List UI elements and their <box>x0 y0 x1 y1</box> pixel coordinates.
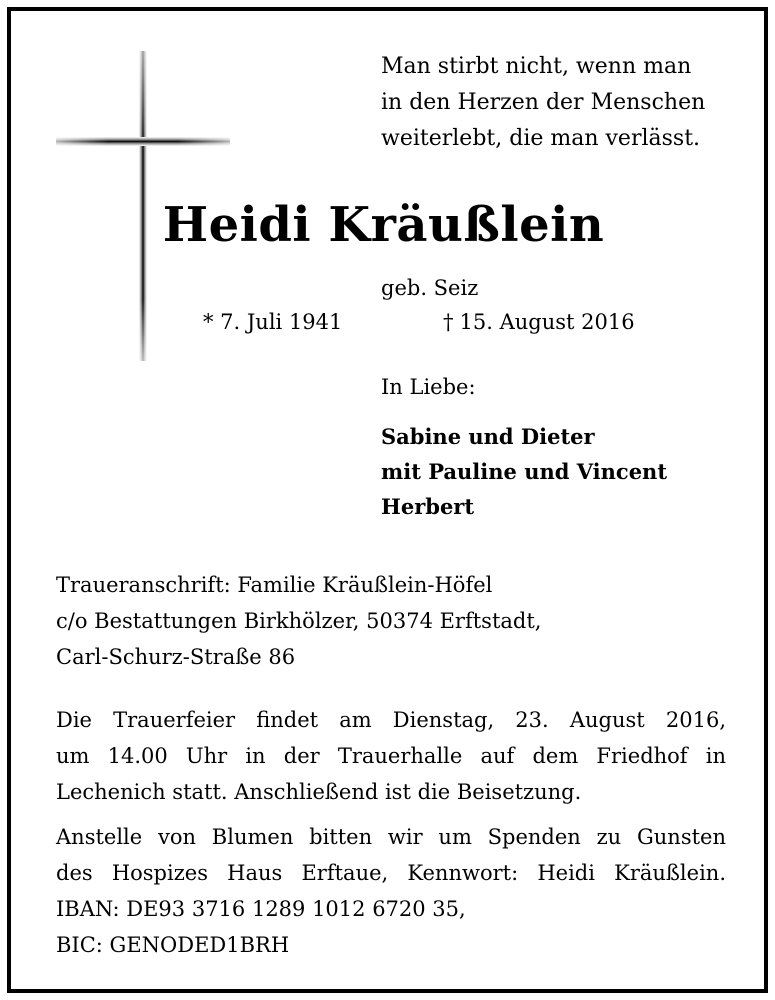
donation-line: Anstelle von Blumen bitten wir um Spenden zu Gunsten <box>56 825 726 849</box>
funeral-line: Die Trauerfeier findet am Dienstag, 23. August 2016, <box>56 708 726 732</box>
funeral-line: Lechenich statt. Anschließend ist die Beisetzung. <box>56 780 582 804</box>
quote-line: weiterlebt, die man verlässt. <box>381 126 701 151</box>
quote-line: Man stirbt nicht, wenn man <box>381 54 692 79</box>
donation-line: des Hospizes Haus Erftaue, Kennwort: Heidi Kräußlein. <box>56 861 726 885</box>
mourner-line: mit Pauline und Vincent <box>381 459 668 484</box>
donation-info <box>56 819 726 963</box>
deceased-name: Heidi Kräußlein <box>162 197 605 253</box>
dagger-icon: † <box>443 310 454 334</box>
iban-line: IBAN: DE93 3716 1289 1012 6720 35, <box>56 897 466 921</box>
address-line: Carl-Schurz-Straße 86 <box>56 645 296 669</box>
memorial-quote <box>381 49 751 157</box>
death-date <box>443 307 635 337</box>
funeral-info <box>56 702 726 810</box>
address-line: c/o Bestattungen Birkhölzer, 50374 Erftstadt, <box>56 609 542 633</box>
mourner-line: Sabine und Dieter <box>381 424 595 449</box>
mourner-line: Herbert <box>381 494 475 519</box>
maiden-name: geb. Seiz <box>381 276 479 300</box>
death-date-text: 15. August 2016 <box>459 310 635 334</box>
mourners-intro: In Liebe: <box>381 375 476 399</box>
funeral-line: um 14.00 Uhr in der Trauerhalle auf dem Friedhof in <box>56 744 726 768</box>
obituary-notice <box>7 7 768 993</box>
bic-line: BIC: GENODED1BRH <box>56 933 290 957</box>
quote-line: in den Herzen der Menschen <box>381 90 706 115</box>
address-line: Traueranschrift: Familie Kräußlein-Höfel <box>56 573 493 597</box>
mourners-list <box>381 419 667 524</box>
birth-date: * 7. Juli 1941 <box>203 310 343 334</box>
mourning-address <box>56 567 541 675</box>
